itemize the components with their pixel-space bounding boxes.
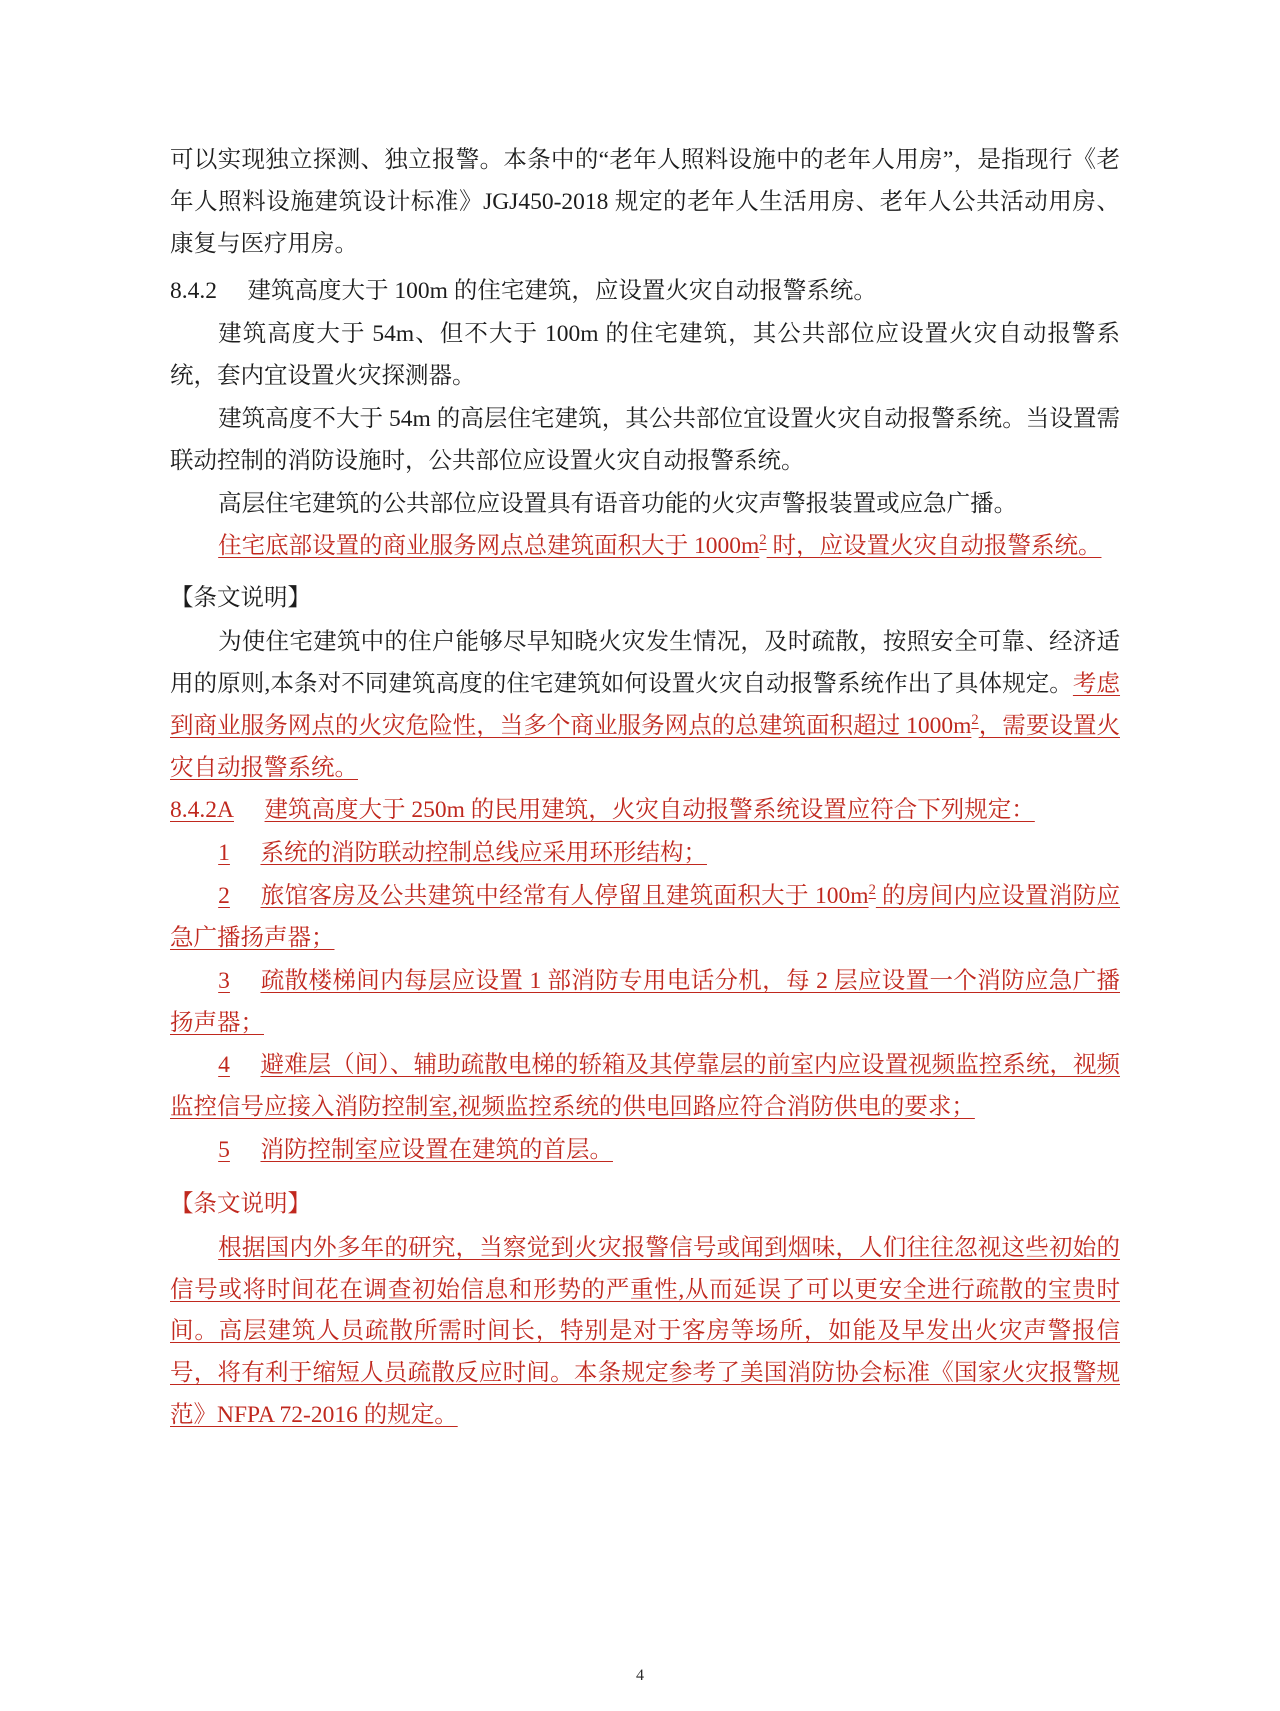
list-item-4-number: 4 <box>218 1052 230 1079</box>
list-item-2 <box>170 876 1120 960</box>
list-item-3 <box>170 961 1120 1045</box>
list-item-5-number: 5 <box>218 1137 230 1164</box>
paragraph-continuation: 可以实现独立探测、独立报警。本条中的“老年人照料设施中的老年人用房”，是指现行《老年人照料设施建筑设计标准》JGJ450-2018 规定的老年人生活用房、老年人公共活动用房、康复与医疗用房。 <box>170 147 1120 257</box>
note-1-red-text-b: ，需要设置火灾自动报警系统。 <box>170 712 1120 781</box>
list-item-3-text: 疏散楼梯间内每层应设置 1 部消防专用电话分机，每 2 层应设置一个消防应急广播扬声器； <box>170 967 1120 1036</box>
list-item-3-number: 3 <box>218 967 230 994</box>
note-heading-2: 【条文说明】 <box>170 1190 311 1217</box>
clause-8-4-2 <box>170 271 1120 313</box>
red-underline-text-b: 时，应设置火灾自动报警系统。 <box>766 533 1102 560</box>
list-item-1 <box>170 833 1120 875</box>
note-heading-1: 【条文说明】 <box>170 585 311 612</box>
list-item-2-text-a: 旅馆客房及公共建筑中经常有人停留且建筑面积大于 100m <box>260 883 869 910</box>
red-underline-text-a: 住宅底部设置的商业服务网点总建筑面积大于 1000m <box>218 533 760 560</box>
list-item-5-text: 消防控制室应设置在建筑的首层。 <box>260 1137 613 1164</box>
superscript-square-meter: 2 <box>759 532 767 549</box>
list-item-2-text-b: 的房间内应设置消防应急广播扬声器； <box>170 883 1121 951</box>
list-item-4 <box>170 1045 1120 1129</box>
list-item-1-text: 系统的消防联动控制总线应采用环形结构； <box>260 840 707 867</box>
note-1-paragraph <box>170 622 1120 789</box>
paragraph-under-54m: 建筑高度不大于 54m 的高层住宅建筑，其公共部位宜设置火灾自动报警系统。当设置需联动控制的消防设施时，公共部位应设置火灾自动报警系统。 <box>170 405 1120 474</box>
document-body <box>170 140 1120 1437</box>
list-item-2-number: 2 <box>218 883 230 910</box>
clause-8-4-2A <box>170 790 1120 832</box>
clause-8-4-2-text: 建筑高度大于 100m 的住宅建筑，应设置火灾自动报警系统。 <box>247 278 877 305</box>
note-1-red-text-a: 考虑到商业服务网点的火灾危险性，当多个商业服务网点的总建筑面积超过 1000m <box>170 670 1121 739</box>
paragraph-commercial-network-red <box>170 526 1120 568</box>
note-2-text: 根据国内外多年的研究，当察觉到火灾报警信号或闻到烟味，人们往往忽视这些初始的信号或将时间花在调查初始信息和形势的严重性,从而延误了可以更安全进行疏散的宝贵时间。高层建筑人员疏散所需时间长，特别是对于客房等场所，如能及早发出火灾声警报信号，将有利于缩短人员疏散反应时间。本条规定参考了美国消防协会标准《国家火灾报警规范》NFPA 72-2016 的规定。 <box>170 1234 1120 1429</box>
paragraph-54m-100m: 建筑高度大于 54m、但不大于 100m 的住宅建筑，其公共部位应设置火灾自动报警系统，套内宜设置火灾探测器。 <box>170 321 1120 390</box>
page-number: 4 <box>636 1667 644 1684</box>
list-item-2-superscript: 2 <box>868 882 876 899</box>
note-2-paragraph <box>170 1228 1120 1437</box>
list-item-1-number: 1 <box>218 840 230 867</box>
clause-8-4-2-number: 8.4.2 <box>170 278 217 305</box>
note-1-superscript: 2 <box>971 711 979 728</box>
clause-8-4-2A-text: 建筑高度大于 250m 的民用建筑，火灾自动报警系统设置应符合下列规定： <box>264 797 1035 824</box>
note-1-black-text: 为使住宅建筑中的住户能够尽早知晓火灾发生情况，及时疏散，按照安全可靠、经济适用的原则,本条对不同建筑高度的住宅建筑如何设置火灾自动报警系统作出了具体规定。 <box>170 629 1120 697</box>
clause-8-4-2A-number: 8.4.2A <box>170 797 234 824</box>
list-item-5 <box>170 1130 1120 1172</box>
list-item-4-text: 避难层（间）、辅助疏散电梯的轿箱及其停靠层的前室内应设置视频监控系统，视频监控信号应接入消防控制室,视频监控系统的供电回路应符合消防供电的要求； <box>170 1052 1120 1121</box>
paragraph-voice-alarm: 高层住宅建筑的公共部位应设置具有语音功能的火灾声警报装置或应急广播。 <box>218 490 1018 517</box>
